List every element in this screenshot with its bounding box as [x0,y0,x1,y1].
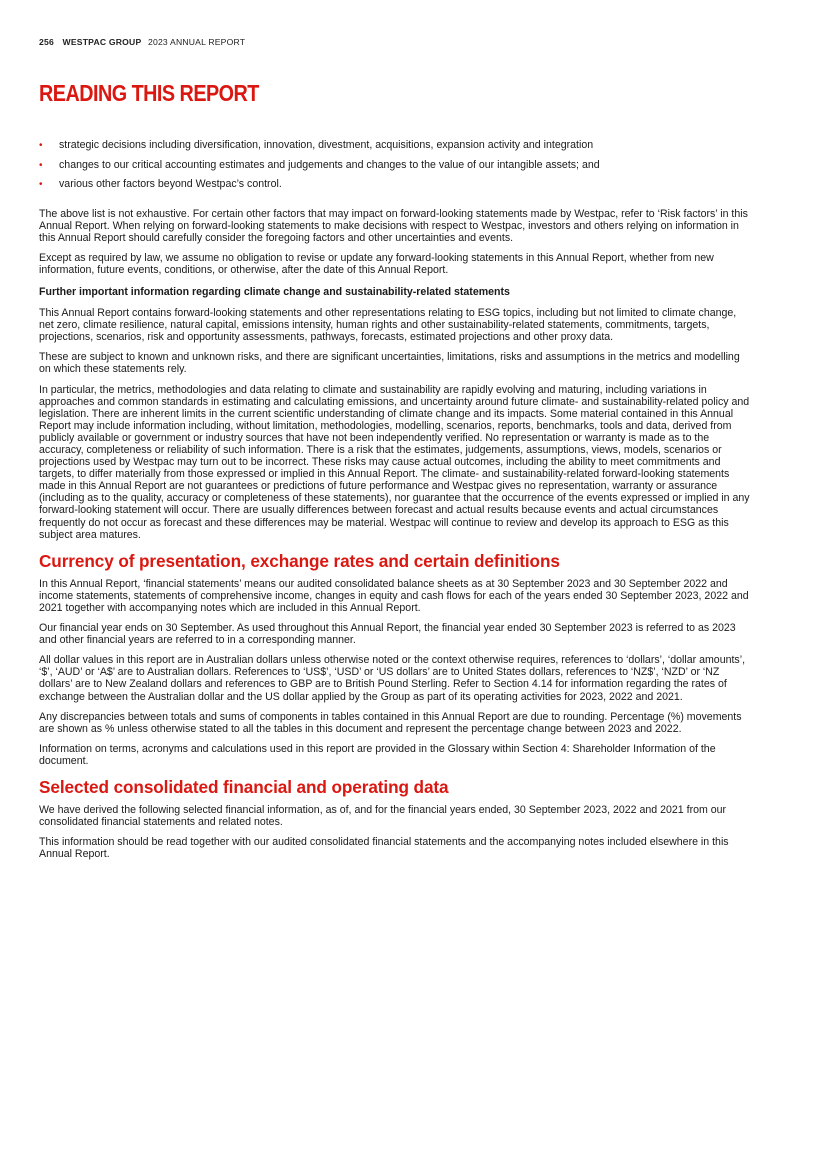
paragraph: This Annual Report contains forward-looking statements and other representations relating to ESG topics, including but not limited to climate change, net zero, climate resilience, natural capital, emissions intensity, human rights and other sustainability-related statements, commitments, targets, projections, scenarios, risk and opportunity assessments, pathways, forecasts, estimated projections and other proxy data. [39,307,737,344]
selected-data-section-heading: Selected consolidated financial and operating data [39,776,449,797]
report-name: 2023 ANNUAL REPORT [147,37,246,47]
page-number: 256 [39,37,54,47]
currency-section-heading: Currency of presentation, exchange rates and certain definitions [39,550,560,571]
risk-factor-list [39,136,751,195]
body-content [39,136,751,868]
climate-subheading: Further important information regarding climate change and sustainability-related statements [39,285,510,298]
paragraph: These are subject to known and unknown risks, and there are significant uncertainties, limitations, risks and assumptions in the metrics and modelling on which these statements rely. [39,351,740,376]
bullet-icon: • [39,140,43,151]
list-item: • changes to our critical accounting estimates and judgements and changes to the value of our intangible assets; and [39,156,751,176]
paragraph: Except as required by law, we assume no obligation to revise or update any forward-looking statements in this Annual Report, whether from new information, future events, conditions, or otherwise, after the date of this Annual Report. [39,251,714,276]
page-title: READING THIS REPORT [39,80,259,106]
paragraph: We have derived the following selected financial information, as of, and for the financial years ended, 30 September 2023, 2022 and 2021 from our consolidated financial statements and related notes. [39,803,727,829]
paragraph: In particular, the metrics, methodologies and data relating to climate and sustainability are rapidly evolving and maturing, including variations in approaches and common standards in estimating and calculating emissions, and uncertainty around future climate- and sustainability-related policy and legislation. There are inherent limits in the current scientific understanding of climate change and its impacts. Some material contained in this Annual Report may include information including, without limitation, methodologies, modelling, scenarios, reports, benchmarks, tools and data, derived from publicly available or government or industry sources that have not been independently verified. No representation or warranty is made as to the accuracy, completeness or reliability of such information. There is a risk that the estimates, judgements, assumptions, views, models, scenarios or projections used by Westpac may turn out to be incorrect. These risks may cause actual outcomes, including the ability to meet commitments and targets, to differ materially from those expressed or implied in this Annual Report. The climate- and sustainability-related forward-looking statements made in this Annual Report are not guarantees or predictions of future performance and Westpac gives no representation, warranty or assurance (including as to the quality, accuracy or completeness of these statements), nor guarantee that the occurrence of the events expressed or implied in any forward-looking statement will occur. There are usually differences between forecast and actual results because events and actual circumstances frequently do not occur as forecast and these differences may be material. Westpac will continue to review and develop its approach to ESG as this subject area matures. [39,383,750,541]
paragraph: The above list is not exhaustive. For certain other factors that may impact on forward-looking statements made by Westpac, refer to ‘Risk factors’ in this Annual Report. When relying on forward-looking statements to make decisions with respect to Westpac, investors and others relying on information in this Annual Report should carefully consider the foregoing factors and other uncertainties and events. [39,207,748,244]
bullet-icon: • [39,179,43,190]
page-header [39,37,245,47]
bullet-icon: • [39,159,43,171]
paragraph: Our financial year ends on 30 September. As used throughout this Annual Report, the financial year ended 30 September 2023 is referred to as 2023 and other financial years are referred to in a corresponding manner. [39,622,736,647]
list-item: • strategic decisions including diversification, innovation, divestment, acquisitions, expansion activity and integration [39,136,751,156]
paragraph: Information on terms, acronyms and calculations used in this report are provided in the Glossary within Section 4: Shareholder Information of the document. [39,742,716,767]
paragraph: All dollar values in this report are in Australian dollars unless otherwise noted or the context otherwise requires, references to ‘dollars’, ‘dollar amounts’, ‘$’, ‘AUD’ or ‘A$’ are to Australian dollars. References to ‘US$’, ‘USD’ or ‘US dollars’ are to United States dollars, references to ‘NZ$’, ‘NZD’ or ‘NZ dollars’ are to New Zealand dollars and references to GBP are to British Pound Sterling. Refer to Section 4.14 for information regarding the rates of exchange between the Australian dollar and the US dollar applied by the Group as part of its operating activities for 2023, 2022 and 2021. [39,654,746,703]
brand-name: WESTPAC GROUP [62,37,142,47]
paragraph: Any discrepancies between totals and sums of components in tables contained in this Annual Report are due to rounding. Percentage (%) movements are shown as % unless otherwise stated to all the tables in this document and represent the percentage change between 2023 and 2022. [39,710,742,735]
list-item: • various other factors beyond Westpac’s control. [39,175,751,195]
paragraph: This information should be read together with our audited consolidated financial statements and the accompanying notes included elsewhere in this Annual Report. [39,836,729,861]
paragraph: In this Annual Report, ‘financial statements’ means our audited consolidated balance sheets as at 30 September 2023 and 30 September 2022 and income statements, statements of comprehensive income, changes in equity and cash flows for each of the years ended 30 September 2023, 2022 and 2021 together with accompanying notes which are included in this Annual Report. [39,577,749,614]
